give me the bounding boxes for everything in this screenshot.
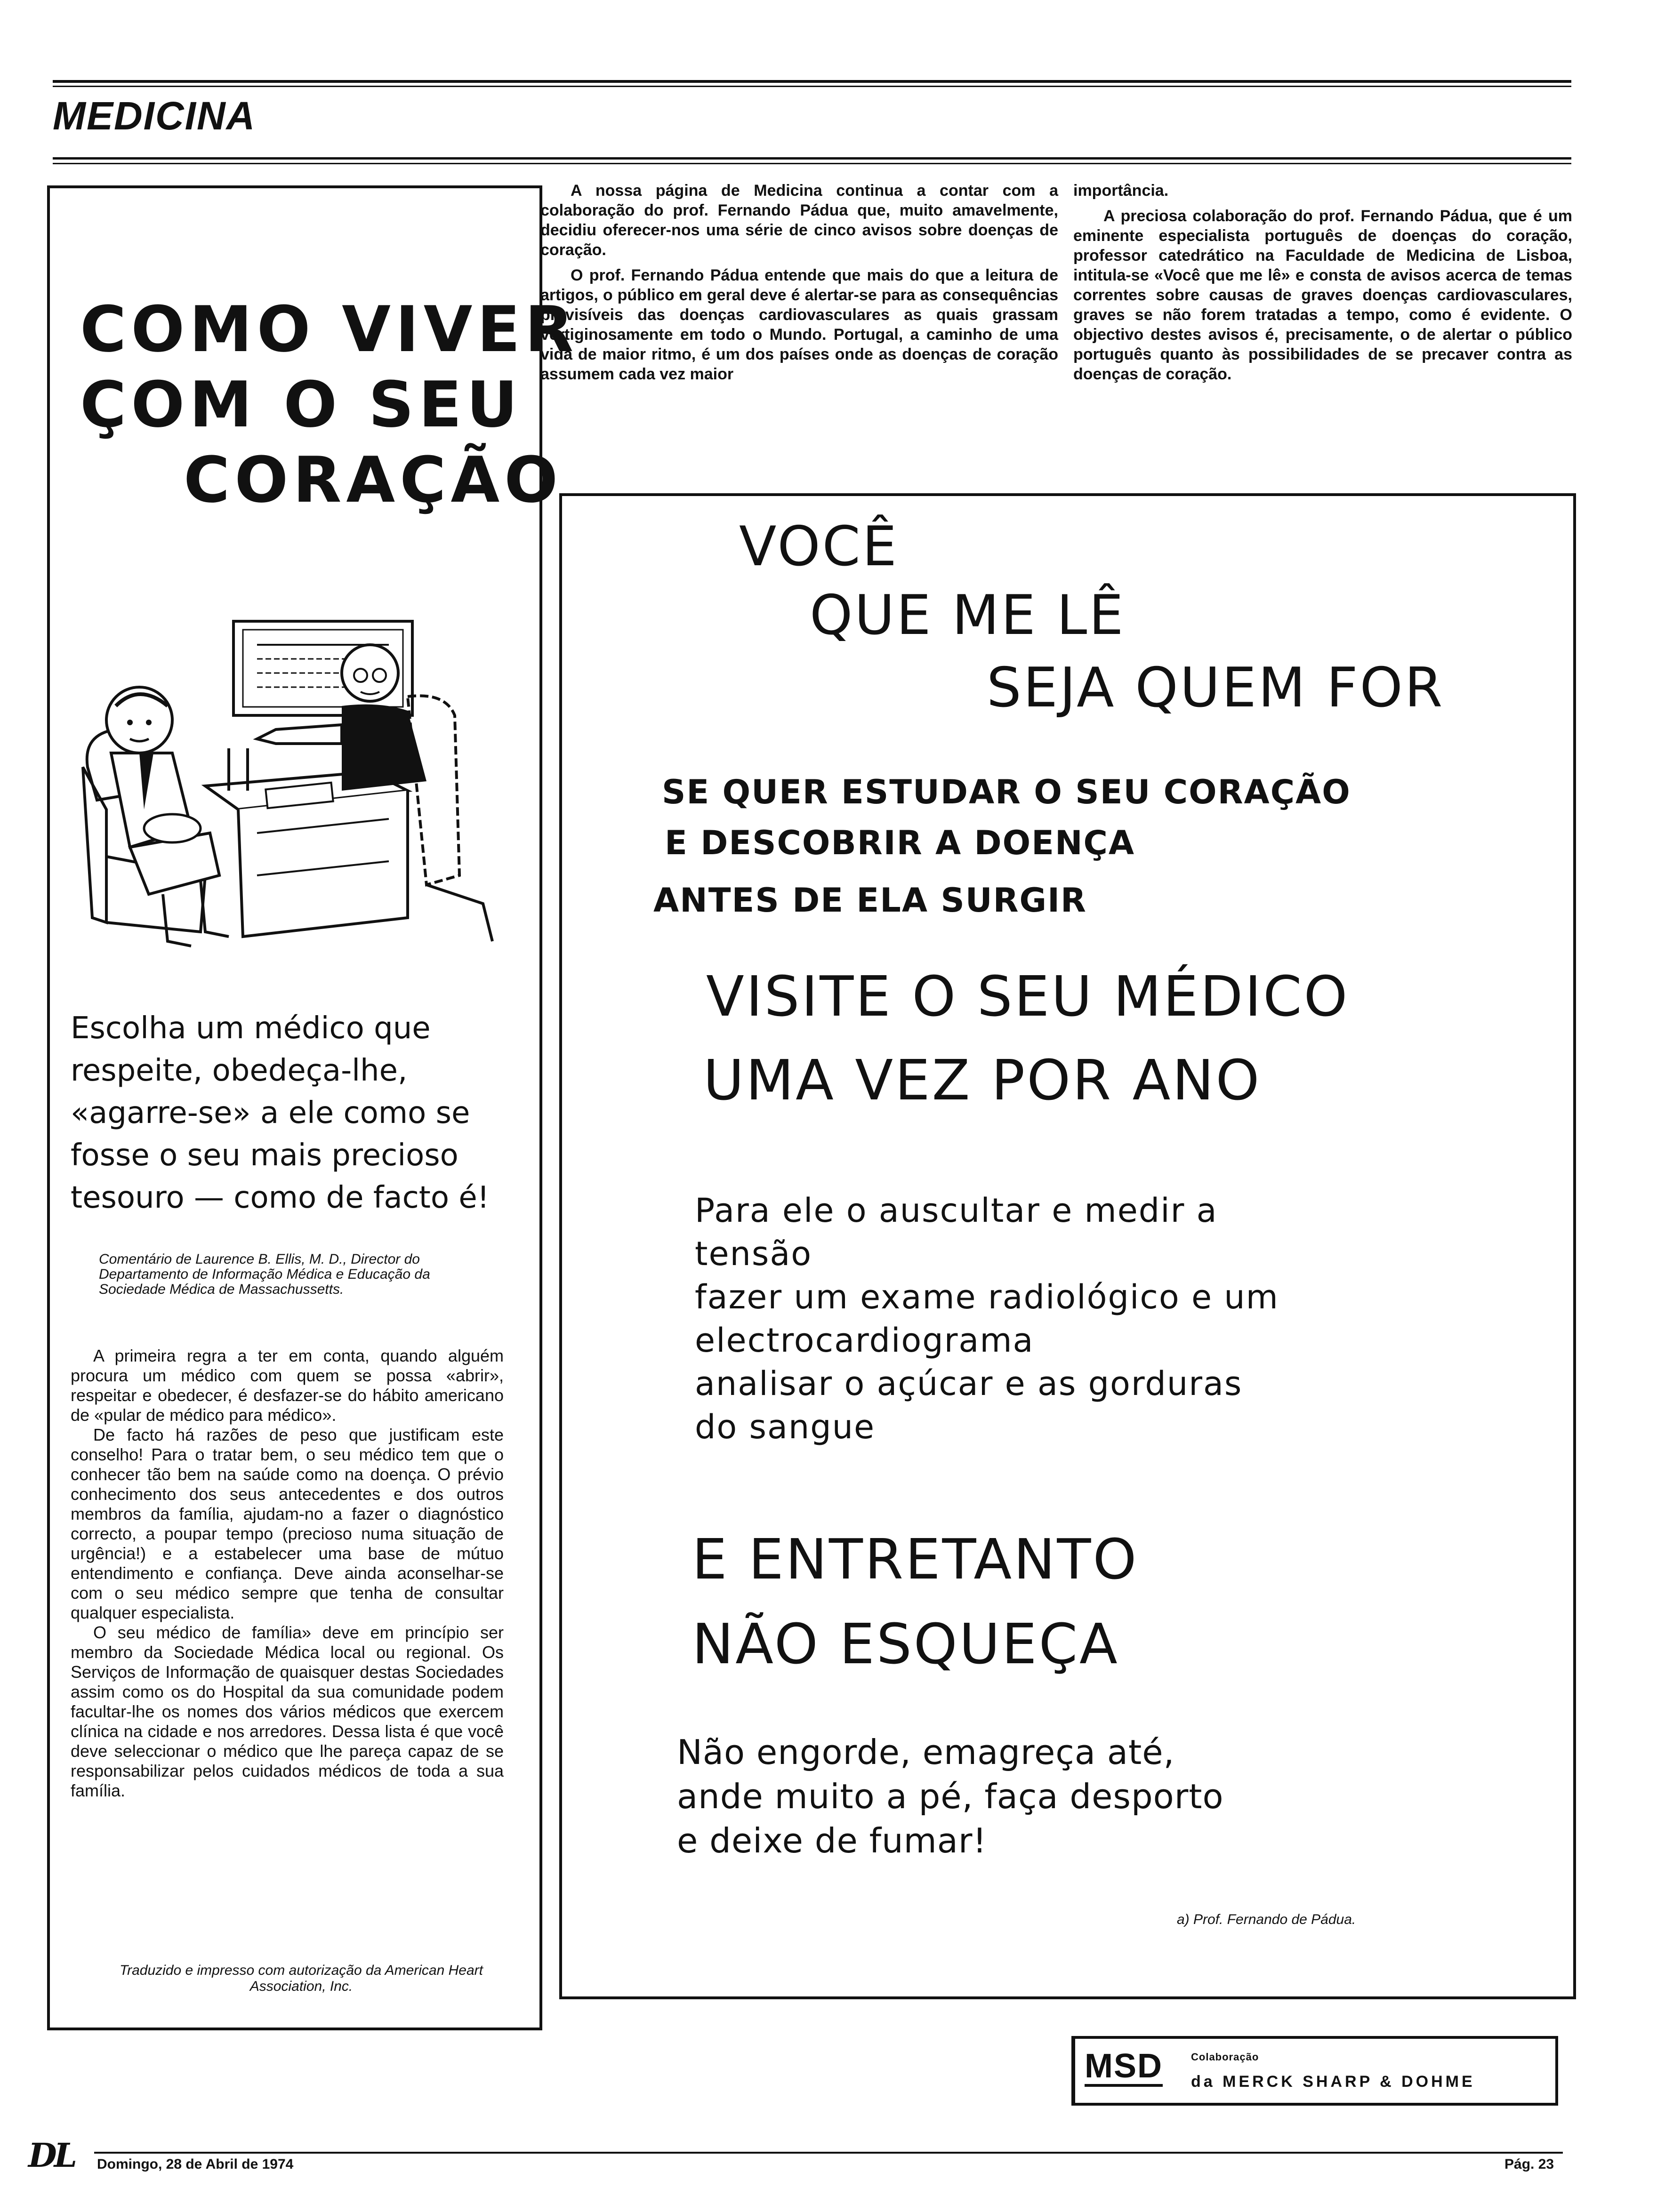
notice-line-3: SEJA QUEM FOR — [987, 656, 1445, 720]
translation-note: Traduzido e impresso com autorização da American Heart Association, Inc. — [119, 1963, 483, 1994]
header-bottom-rule — [53, 157, 1571, 160]
intro-paragraph: O prof. Fernando Pádua entende que mais do que a leitura de artigos, o público em geral deve é alertar-se para as consequências previsíveis das doenças cardiovasculares as quais grassam vertiginosamente em todo o Mundo. Portugal, a caminho de uma vida de maior ritmo, é um dos países onde as doenças de coração assumem cada vez maior — [540, 266, 1058, 383]
notice-line-2: QUE ME LÊ — [810, 584, 1126, 647]
article-lead: Escolha um médico que respeite, obedeça-lhe, «agarre-se» a ele como se fosse o seu mais precioso tesouro — como de facto é! — [71, 1011, 490, 1215]
article-paragraph: O seu médico de família» deve em princípio ser membro da Sociedade Médica local ou regional. Os Serviços de Informação de quaisquer destas Sociedades assim como os do Hospital da sua comunidade podem facultar-lhe os nomes dos vários médicos que exercem clínica na cidade e nos arredores. Dessa lista é que você deve seleccionar o médico que lhe pareça capaz de se responsabilizar pelos cuidados médicos de toda a sua família. — [71, 1623, 504, 1800]
footer-date: Domingo, 28 de Abril de 1974 — [97, 2156, 294, 2172]
notice-sub-3: ANTES DE ELA SURGIR — [653, 881, 1087, 920]
publication-logo: DL — [28, 2136, 74, 2175]
article-headline — [80, 292, 579, 518]
msd-logo: MSD — [1085, 2048, 1163, 2087]
intro-column-1 — [540, 181, 1058, 390]
advice-line: Não engorde, emagreça até, — [677, 1732, 1175, 1772]
header-top-rule — [53, 80, 1571, 83]
visit-line-1: VISITE O SEU MÉDICO — [706, 964, 1350, 1029]
intro-paragraph: A preciosa colaboração do prof. Fernando Pádua, que é um eminente especialista português de doenças do coração, professor catedrático na Faculdade de Medicina de Lisboa, intitula-se «Você que me lê» e consta de avisos acerca de temas correntes sobre causas de graves doenças cardiovasculares, graves se não forem tratadas a tempo, como é evidente. O objectivo destes avisos é, precisamente, o de alertar o público português quanto às possibilidades de se precaver contra as doenças de coração. — [1073, 207, 1572, 383]
headline-line-1: COMO VIVER — [80, 293, 579, 366]
checkup-item: do sangue — [695, 1408, 876, 1446]
checkup-item: Para ele o auscultar e medir a — [695, 1191, 1218, 1230]
notice-sub-1: SE QUER ESTUDAR O SEU CORAÇÃO — [662, 773, 1351, 811]
article-paragraph: A primeira regra a ter em conta, quando alguém procura um médico com quem se possa «abrir», respeitar e obedecer, é desfazer-se do hábito americano de «pular de médico para médico». — [71, 1346, 504, 1425]
advice-line: ande muito a pé, faça desporto — [677, 1777, 1224, 1816]
checkup-item: electrocardiograma — [695, 1321, 1034, 1360]
meanwhile-line-1: E ENTRETANTO — [692, 1527, 1139, 1592]
checkup-list — [695, 1189, 1279, 1449]
checkup-item: analisar o açúcar e as gorduras — [695, 1364, 1243, 1403]
article-paragraph: De facto há razões de peso que justificam este conselho! Para o tratar bem, o seu médico tem que o conhecer tão bem na saúde como na doença. O prévio conhecimento dos seus antecedentes e dos outros membros da família, ajudam-no a fazer o diagnóstico correcto, a poupar tempo (precioso numa situação de urgência!) e a estabelecer uma base de mútuo entendimento e confiança. Deve ainda aconselhar-se com o seu médico sempre que tenha de consultar qualquer especialista. — [71, 1425, 504, 1622]
checkup-item: tensão — [695, 1234, 812, 1273]
sponsor-line-2: da MERCK SHARP & DOHME — [1191, 2073, 1475, 2091]
section-title: MEDICINA — [53, 94, 256, 138]
footer-page-number: Pág. 23 — [1504, 2156, 1554, 2172]
header-top-rule-thin — [53, 86, 1571, 87]
meanwhile-line-2: NÃO ESQUEÇA — [692, 1611, 1119, 1676]
headline-line-2: ÇOM O SEU — [80, 368, 523, 441]
footer-rule — [94, 2152, 1563, 2154]
intro-column-2 — [1073, 181, 1572, 390]
headline-line-3: CORAÇÃO — [184, 443, 563, 517]
doctor-patient-illustration — [78, 612, 511, 970]
advice-text — [677, 1730, 1224, 1863]
header-bottom-rule-thin — [53, 163, 1571, 164]
intro-paragraph: A nossa página de Medicina continua a contar com a colaboração do prof. Fernando Pádua que, muito amavelmente, decidiu oferecer-nos uma série de cinco avisos sobre doenças de coração. — [540, 182, 1058, 259]
notice-line-1: VOCÊ — [739, 515, 899, 578]
sponsor-line-1: Colaboração — [1191, 2051, 1259, 2063]
checkup-item: fazer um exame radiológico e um — [695, 1278, 1279, 1316]
advice-line: e deixe de fumar! — [677, 1821, 987, 1860]
visit-line-2: UMA VEZ POR ANO — [703, 1048, 1262, 1113]
article-body — [71, 1346, 504, 1801]
notice-sub-2: E DESCOBRIR A DOENÇA — [665, 824, 1135, 862]
article-credit: Comentário de Laurence B. Ellis, M. D., Director do Departamento de Informação Médica e Educação da Sociedade Médica de Massachussetts. — [99, 1251, 430, 1297]
intro-continuation: importância. — [1073, 182, 1169, 200]
notice-signature: a) Prof. Fernando de Pádua. — [1177, 1912, 1356, 1927]
